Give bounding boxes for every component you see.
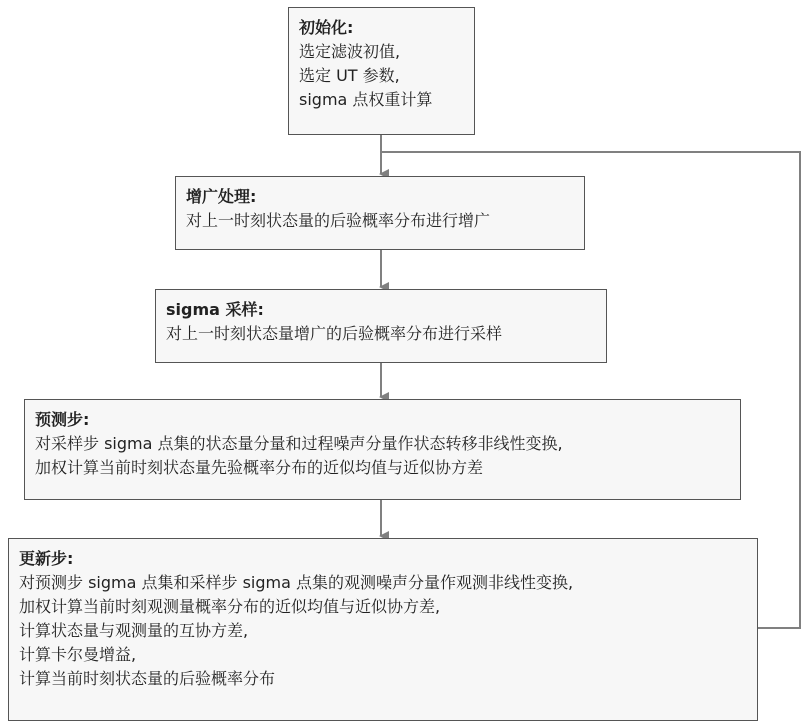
step-line: sigma 点权重计算 xyxy=(299,90,433,109)
step-line: 对采样步 sigma 点集的状态量分量和过程噪声分量作状态转移非线性变换, xyxy=(35,434,563,453)
step-title: sigma 采样: xyxy=(166,300,264,319)
step-title: 初始化: xyxy=(299,18,354,37)
step-line: 对预测步 sigma 点集和采样步 sigma 点集的观测噪声分量作观测非线性变换, xyxy=(19,573,574,592)
step-title: 预测步: xyxy=(35,410,90,429)
step-augmentation xyxy=(175,176,585,250)
step-line: 选定 UT 参数, xyxy=(299,66,400,85)
step-sigma-sampling xyxy=(155,289,607,363)
step-initialization xyxy=(288,7,475,135)
step-line: 选定滤波初值, xyxy=(299,42,401,61)
step-title: 增广处理: xyxy=(186,187,257,206)
step-line: 加权计算当前时刻状态量先验概率分布的近似均值与近似协方差 xyxy=(35,458,484,477)
step-line: 计算卡尔曼增益, xyxy=(19,645,137,664)
step-line: 计算状态量与观测量的互协方差, xyxy=(19,621,249,640)
step-prediction xyxy=(24,399,741,500)
step-line: 加权计算当前时刻观测量概率分布的近似均值与近似协方差, xyxy=(19,597,441,616)
step-line: 对上一时刻状态量的后验概率分布进行增广 xyxy=(186,211,491,230)
step-line: 计算当前时刻状态量的后验概率分布 xyxy=(19,669,276,688)
step-title: 更新步: xyxy=(19,549,74,568)
step-update xyxy=(8,538,758,721)
step-line: 对上一时刻状态量增广的后验概率分布进行采样 xyxy=(166,324,503,343)
